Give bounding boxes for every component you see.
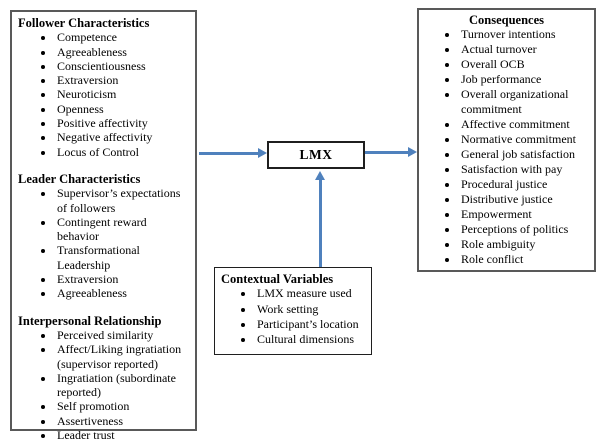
- follower-characteristics-title: Follower Characteristics: [18, 16, 150, 30]
- list-item: • Neuroticism: [55, 87, 190, 101]
- arrow-lmx-to-consequences: [365, 151, 409, 154]
- list-item: • Perceptions of politics: [459, 222, 590, 237]
- lmx-box: [267, 141, 365, 169]
- list-item: • Satisfaction with pay: [459, 162, 590, 177]
- arrowhead-up-icon: [315, 171, 325, 180]
- list-item: • Role conflict: [459, 252, 590, 267]
- list-item: • Conscientiousness: [55, 59, 190, 73]
- consequences-title: Consequences: [468, 13, 544, 27]
- consequences-list: [423, 27, 590, 267]
- follower-characteristics-section: [18, 16, 190, 159]
- arrow-contextual-to-lmx: [319, 179, 322, 267]
- list-item: • Overall OCB: [459, 57, 590, 72]
- arrow-antecedents-to-lmx: [199, 152, 259, 155]
- leader-characteristics-title: Leader Characteristics: [18, 171, 141, 186]
- list-item: • Agreeableness: [55, 286, 190, 300]
- arrowhead-right-icon: [408, 147, 417, 157]
- lmx-label: LMX: [299, 147, 333, 162]
- consequences-box: [417, 8, 596, 272]
- list-item: • LMX measure used: [255, 286, 367, 301]
- list-item: • Cultural dimensions: [255, 332, 367, 347]
- interpersonal-relationship-section: [18, 314, 190, 443]
- list-item: • Job performance: [459, 72, 590, 87]
- list-item: • Assertiveness: [55, 414, 190, 428]
- leader-characteristics-list: [18, 186, 190, 300]
- list-item: • Locus of Control: [55, 145, 190, 159]
- list-item: • Work setting: [255, 302, 367, 317]
- arrowhead-right-icon: [258, 148, 267, 158]
- contextual-variables-list: [221, 286, 367, 347]
- list-item: • Ingratiation (subordinate reported): [55, 371, 190, 400]
- list-item: • Leader trust: [55, 428, 190, 442]
- list-item: • Contingent reward behavior: [55, 215, 190, 244]
- list-item: • Empowerment: [459, 207, 590, 222]
- contextual-variables-title: Contextual Variables: [221, 272, 334, 286]
- list-item: • Openness: [55, 102, 190, 116]
- list-item: • Participant’s location: [255, 317, 367, 332]
- list-item: • Actual turnover: [459, 42, 590, 57]
- list-item: • Positive affectivity: [55, 116, 190, 130]
- list-item: • Distributive justice: [459, 192, 590, 207]
- list-item: • Affect/Liking ingratiation (supervisor reported): [55, 342, 190, 371]
- list-item: • Affective commitment: [459, 117, 590, 132]
- contextual-variables-box: [214, 267, 372, 355]
- list-item: • Procedural justice: [459, 177, 590, 192]
- interpersonal-relationship-list: [18, 328, 190, 442]
- interpersonal-relationship-title: Interpersonal Relationship: [18, 313, 162, 328]
- antecedents-box: [10, 10, 197, 443]
- list-item: • Supervisor’s expectations of followers: [55, 186, 190, 215]
- list-item: • Role ambiguity: [459, 237, 590, 252]
- list-item: • Extraversion: [55, 272, 190, 286]
- list-item: • Perceived similarity: [55, 328, 190, 342]
- list-item: • Negative affectivity: [55, 130, 190, 144]
- list-item: • Overall organizational commitment: [459, 87, 590, 117]
- list-item: • Competence: [55, 30, 190, 44]
- list-item: • Normative commitment: [459, 132, 590, 147]
- leader-characteristics-section: [18, 172, 190, 301]
- list-item: • General job satisfaction: [459, 147, 590, 162]
- list-item: • Turnover intentions: [459, 27, 590, 42]
- list-item: • Self promotion: [55, 399, 190, 413]
- list-item: • Agreeableness: [55, 45, 190, 59]
- list-item: • Transformational Leadership: [55, 243, 190, 272]
- follower-characteristics-list: [18, 30, 190, 159]
- list-item: • Extraversion: [55, 73, 190, 87]
